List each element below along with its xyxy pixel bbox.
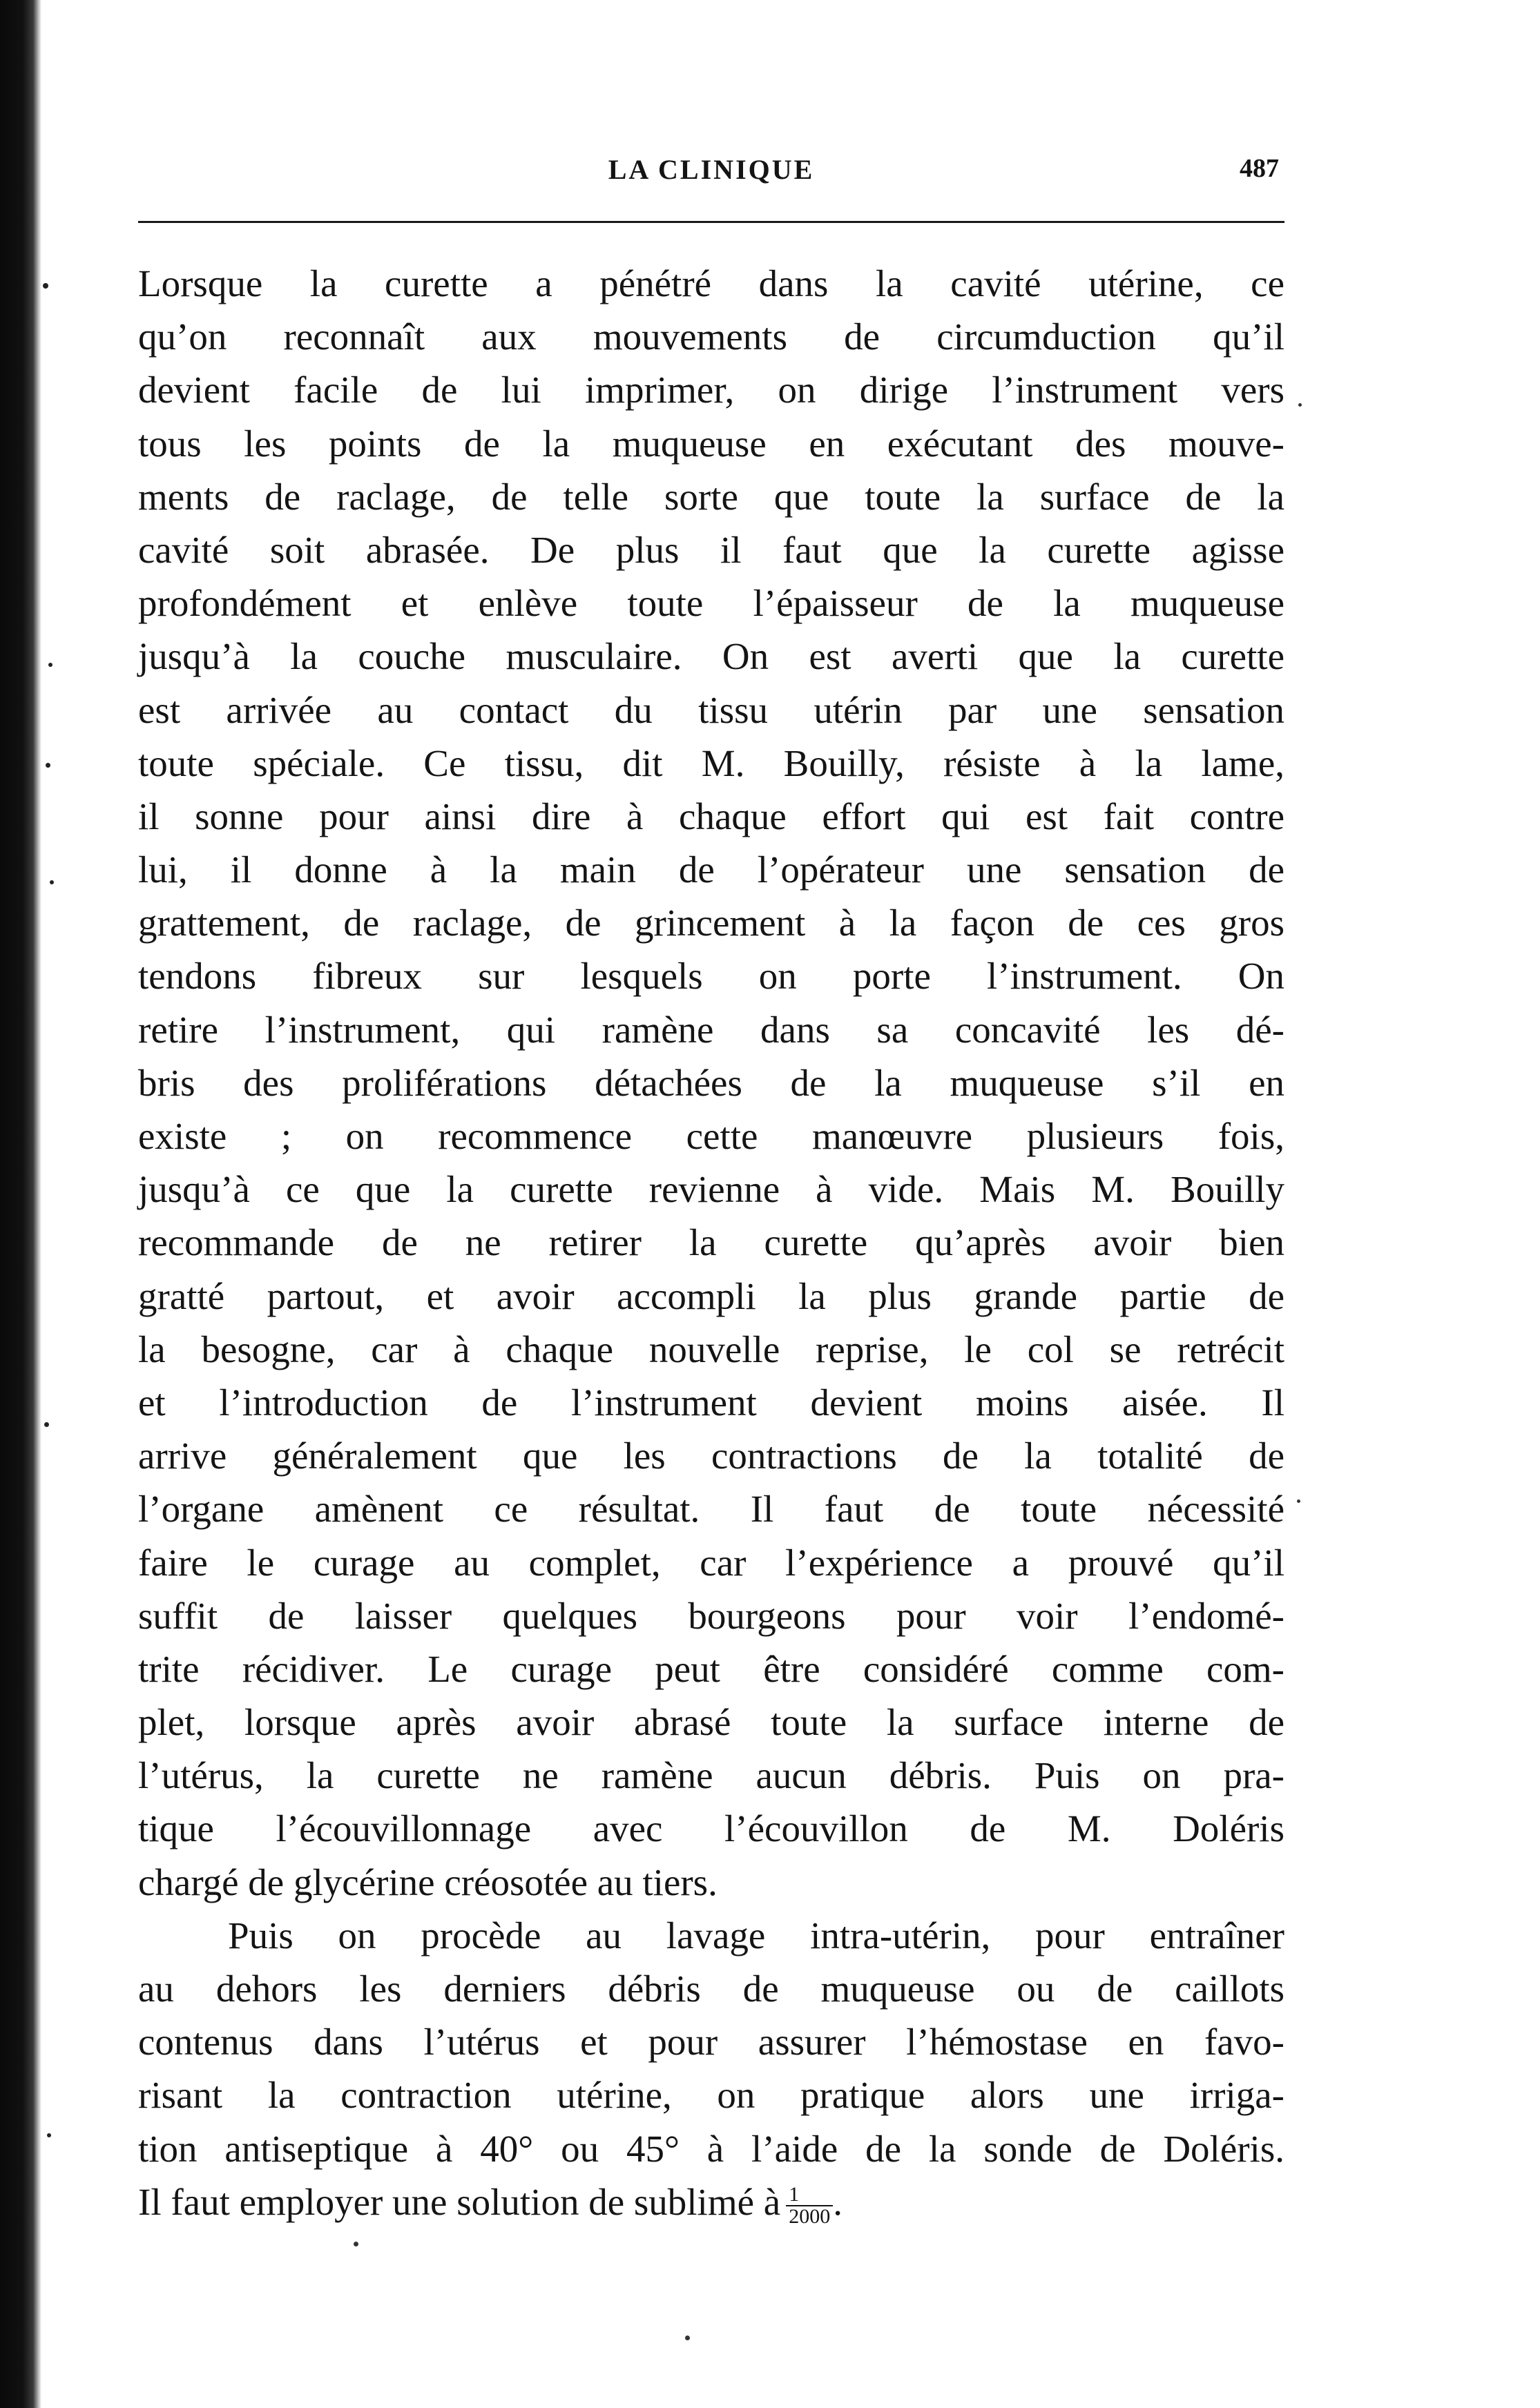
text-line: tous les points de la muqueuse en exécutant des mouve- [138,422,1284,465]
sublimate-fraction [786,2184,833,2227]
text-line: tendons fibreux sur lesquels on porte l’instrument. On [138,955,1284,998]
text-line: l’utérus, la curette ne ramène aucun débris. Puis on pra- [138,1754,1284,1797]
text-line: jusqu’à ce que la curette revienne à vide. Mais M. Bouilly [138,1168,1284,1211]
scan-speck [50,880,54,884]
running-title: LA CLINIQUE [608,154,815,185]
final-line [138,2175,1284,2229]
text-line: est arrivée au contact du tissu utérin par une sensation [138,688,1284,731]
text-line: existe ; on recommence cette manœuvre plusieurs fois, [138,1115,1284,1157]
header-rule [138,221,1284,223]
scan-binding-edge [0,0,41,2408]
text-line: retire l’instrument, qui ramène dans sa concavité les dé- [138,1008,1284,1051]
text-line: chargé de glycérine créosotée au tiers. [138,1861,718,1903]
text-line: cavité soit abrasée. De plus il faut que la curette agisse [138,528,1284,571]
fraction-numerator: 1 [786,2184,833,2206]
text-line: contenus dans l’utérus et pour assurer l’hémostase en favo- [138,2021,1284,2064]
scan-speck [47,2133,51,2137]
text-line: l’organe amènent ce résultat. Il faut de toute nécessité [138,1488,1284,1531]
text-line: trite récidiver. Le curage peut être considéré comme com- [138,1647,1284,1690]
text-line: Puis on procède au lavage intra-utérin, pour entraîner [228,1914,1284,1956]
text-line: ments de raclage, de telle sorte que toute la surface de la [138,475,1284,518]
text-line: suffit de laisser quelques bourgeons pour voir l’endomé- [138,1594,1284,1637]
text-line: gratté partout, et avoir accompli la plus grande partie de [138,1274,1284,1317]
text-line: la besogne, car à chaque nouvelle reprise, le col se retrécit [138,1328,1284,1370]
final-line-punct: . [833,2180,843,2223]
page-header [138,153,1284,202]
body-text [138,257,1284,2229]
text-line: tion antiseptique à 40° ou 45° à l’aide de la sonde de Doléris. [138,2127,1284,2170]
text-line: jusqu’à la couche musculaire. On est averti que la curette [138,635,1284,678]
scan-dot [354,2242,358,2246]
text-line: Lorsque la curette a pénétré dans la cavité utérine, ce [138,262,1284,304]
text-line: qu’on reconnaît aux mouvements de circumduction qu’il [138,315,1284,358]
paragraph-1 [138,257,1284,1909]
text-line: et l’introduction de l’instrument devient moins aisée. Il [138,1381,1284,1424]
scan-speck [46,763,50,768]
scan-dot [685,2336,690,2340]
scan-speck [48,663,52,667]
text-line: arrive généralement que les contractions de la totalité de [138,1435,1284,1477]
text-line: grattement, de raclage, de grincement à la façon de ces gros [138,902,1284,944]
text-line: toute spéciale. Ce tissu, dit M. Bouilly, résiste à la lame, [138,741,1284,784]
text-line: recommande de ne retirer la curette qu’après avoir bien [138,1221,1284,1264]
paragraph-2 [138,1909,1284,2229]
text-line: il sonne pour ainsi dire à chaque effort qui est fait contre [138,795,1284,837]
final-line-text: Il faut employer une solution de sublimé à [138,2180,781,2223]
scan-dot [1297,1499,1300,1503]
page-number: 487 [1240,154,1279,183]
text-line: tique l’écouvillonnage avec l’écouvillon de M. Doléris [138,1807,1284,1850]
text-line: bris des proliférations détachées de la muqueuse s’il en [138,1061,1284,1104]
text-line: devient facile de lui imprimer, on dirige l’instrument vers [138,369,1284,411]
text-line: lui, il donne à la main de l’opérateur une sensation de [138,848,1284,891]
scan-dot [1298,403,1302,407]
text-line: risant la contraction utérine, on pratique alors une irriga- [138,2074,1284,2117]
scan-speck [43,283,48,289]
text-line: au dehors les derniers débris de muqueuse ou de caillots [138,1968,1284,2010]
text-line: profondément et enlève toute l’épaisseur de la muqueuse [138,582,1284,625]
scan-speck [44,1422,49,1427]
text-line: faire le curage au complet, car l’expérience a prouvé qu’il [138,1541,1284,1584]
text-line: plet, lorsque après avoir abrasé toute la surface interne de [138,1701,1284,1744]
fraction-denominator: 2000 [789,2205,831,2229]
